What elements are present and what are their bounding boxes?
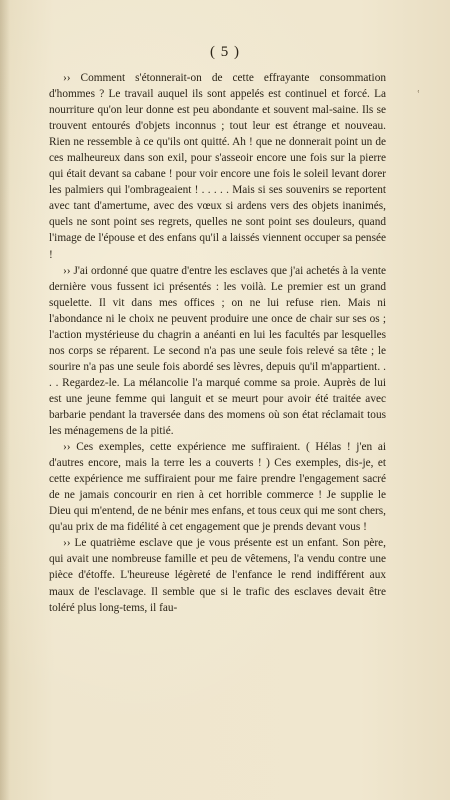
paragraph-1: ›› Comment s'étonnerait-on de cette effrayante consommation d'hommes ? Le travail auquel ils sont appelés est continuel et forcé. La nourriture qu'on leur donne est peu abondante et souvent mal-saine. Ils se trouvent entourés d'objets inconnus ; tout leur est étrange et nouveau. Rien ne ressemble à ce qu'ils ont quitté. Ah ! que ne donnerait point un de ces malheureux dans son exil, pour s'asseoir encore une fois sur la pierre qui était devant sa cabane ! pour voir encore une fois le soleil levant dorer les palmiers qui l'ombrageaient ! . . . . . Mais si ses souvenirs se reportent avec tant d'amertume, avec des vœux si ardens vers des objets inanimés, quels ne sont point ses regrets, quelles ne sont point ses douleurs, quand l'image de l'épouse et des enfans qu'il a laissés viennent occuper sa pensée ! bbox=[49, 72, 386, 261]
page-number: ( 5 ) bbox=[210, 44, 240, 60]
body-text bbox=[49, 70, 386, 616]
margin-mark: ʿ bbox=[417, 90, 420, 100]
paragraph-4: ›› Le quatrième esclave que je vous présente est un enfant. Son père, qui avait une nombreuse famille et peu de vêtemens, l'a vendu contre une pièce d'étoffe. L'heureuse légèreté de l'enfance le rend indifférent aux maux de l'esclavage. Il semble que si le trafic des esclaves devait être toléré plus long-tems, il fau- bbox=[49, 537, 386, 614]
page-spine-shadow bbox=[0, 0, 10, 800]
paragraph-2: ›› J'ai ordonné que quatre d'entre les esclaves que j'ai achetés à la vente dernière vous fussent ici présentés : les voilà. Le premier est un grand squelette. Il vit dans mes offices ; on ne lui refuse rien. Mais ni l'abondance ni le choix ne peuvent produire une once de chair sur ses os ; l'action mystérieuse du chagrin a anéanti en lui les facultés par lesquelles nos corps se réparent. Le second n'a pas une seule fois relevé sa tête ; le sourire n'a pas une seule fois abordé ses lèvres, depuis qu'il m'appartient. . . . Regardez-le. La mélancolie l'a marqué comme sa proie. Auprès de lui est une jeune femme qui languit et se meurt pour avoir été traitée avec barbarie pendant la traversée dans des momens où son état réclamait tous les ménagemens de la pitié. bbox=[49, 264, 386, 438]
paragraph-3: ›› Ces exemples, cette expérience me suffiraient. ( Hélas ! j'en ai d'autres encore, mais la terre les a couverts ! ) Ces exemples, dis-je, et cette expérience me suffiraient pour me faire prendre l'engagement sacré de ne jamais concourir en rien à cet horrible commerce ! Je supplie le Dieu qui m'entend, de ne bénir mes enfans, et tous ceux qui me sont chers, qu'au prix de ma fidélité à cet engagement que je prends devant vous ! bbox=[49, 441, 386, 534]
